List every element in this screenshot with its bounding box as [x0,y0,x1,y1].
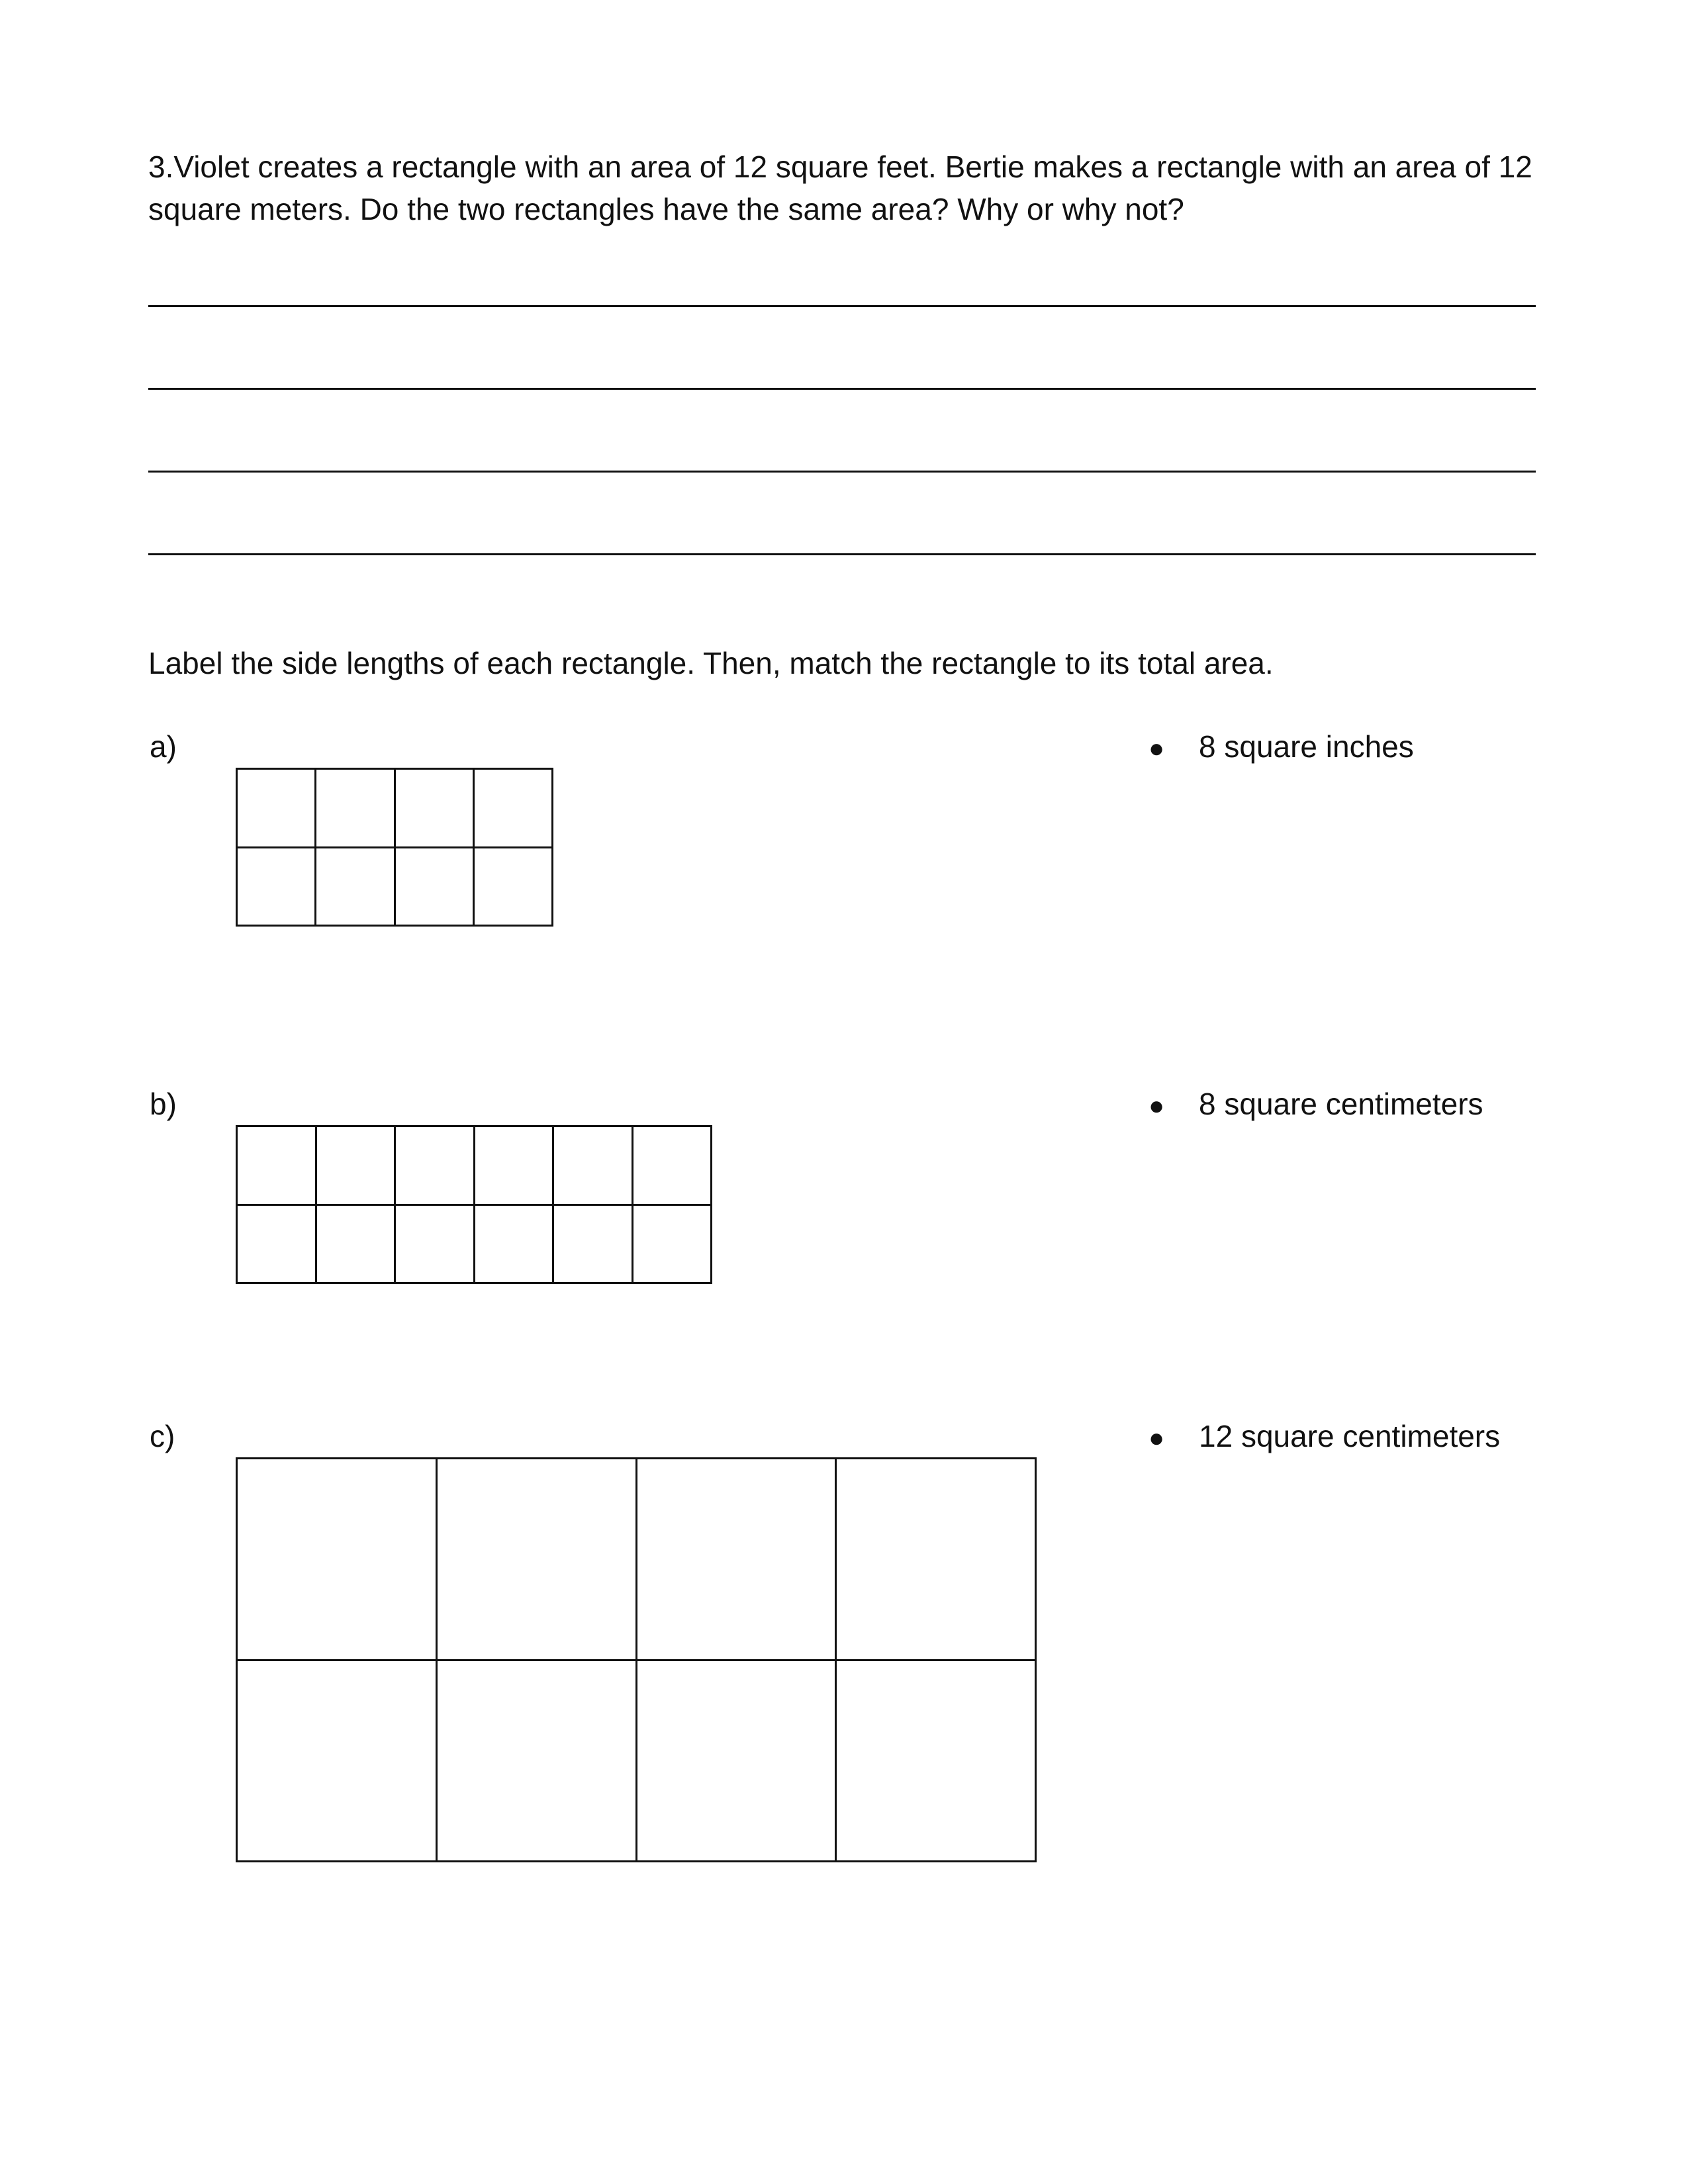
grid-cell [238,848,316,927]
choice-12-square-centimeters[interactable] [1149,1415,1500,1459]
grid-cell [317,1206,397,1285]
grid-cell [475,770,553,848]
grid-cell [238,1661,438,1863]
answer-line[interactable] [148,305,1536,307]
grid-cell [475,848,553,927]
grid-cell [316,770,395,848]
choice-label: 12 square centimeters [1199,1419,1501,1453]
grid-cell [396,1206,475,1285]
grid-cell [396,848,475,927]
grid-cell [238,1127,317,1206]
question-3-text: 3.Violet creates a rectangle with an area of 12 square feet. Bertie makes a rectangle with an area of 12 square meters. Do the two rectangles have the same area? Why or why not? [148,150,1532,226]
grid-cell [396,1127,475,1206]
rectangle-c-grid [236,1457,1037,1862]
rectangle-b-grid [236,1125,712,1284]
grid-cell [633,1127,713,1206]
grid-cell [396,770,475,848]
bullet-icon: ● [1149,1091,1165,1120]
answer-line[interactable] [148,553,1536,555]
choice-8-square-centimeters[interactable] [1149,1083,1483,1127]
rectangle-a-grid [236,768,553,927]
grid-cell [837,1459,1037,1661]
part-a-label: a) [150,729,177,764]
grid-cell [238,770,316,848]
grid-cell [317,1127,397,1206]
grid-cell [554,1127,633,1206]
part-c-label: c) [150,1419,175,1453]
grid-cell [438,1459,637,1661]
bullet-icon: ● [1149,1424,1165,1453]
grid-cell [637,1661,837,1863]
grid-cell [837,1661,1037,1863]
part-b-label: b) [150,1087,177,1121]
grid-cell [475,1206,555,1285]
grid-cell [633,1206,713,1285]
choice-8-square-inches[interactable] [1149,725,1414,770]
grid-cell [438,1661,637,1863]
grid-cell [637,1459,837,1661]
grid-cell [238,1459,438,1661]
bullet-icon: ● [1149,734,1165,763]
grid-cell [554,1206,633,1285]
grid-cell [475,1127,555,1206]
answer-line[interactable] [148,471,1536,473]
grid-cell [316,848,395,927]
choice-label: 8 square centimeters [1199,1087,1483,1121]
grid-cell [238,1206,317,1285]
choice-label: 8 square inches [1199,729,1414,764]
answer-line[interactable] [148,388,1536,390]
matching-instructions: Label the side lengths of each rectangle. Then, match the rectangle to its total area. [148,646,1274,680]
